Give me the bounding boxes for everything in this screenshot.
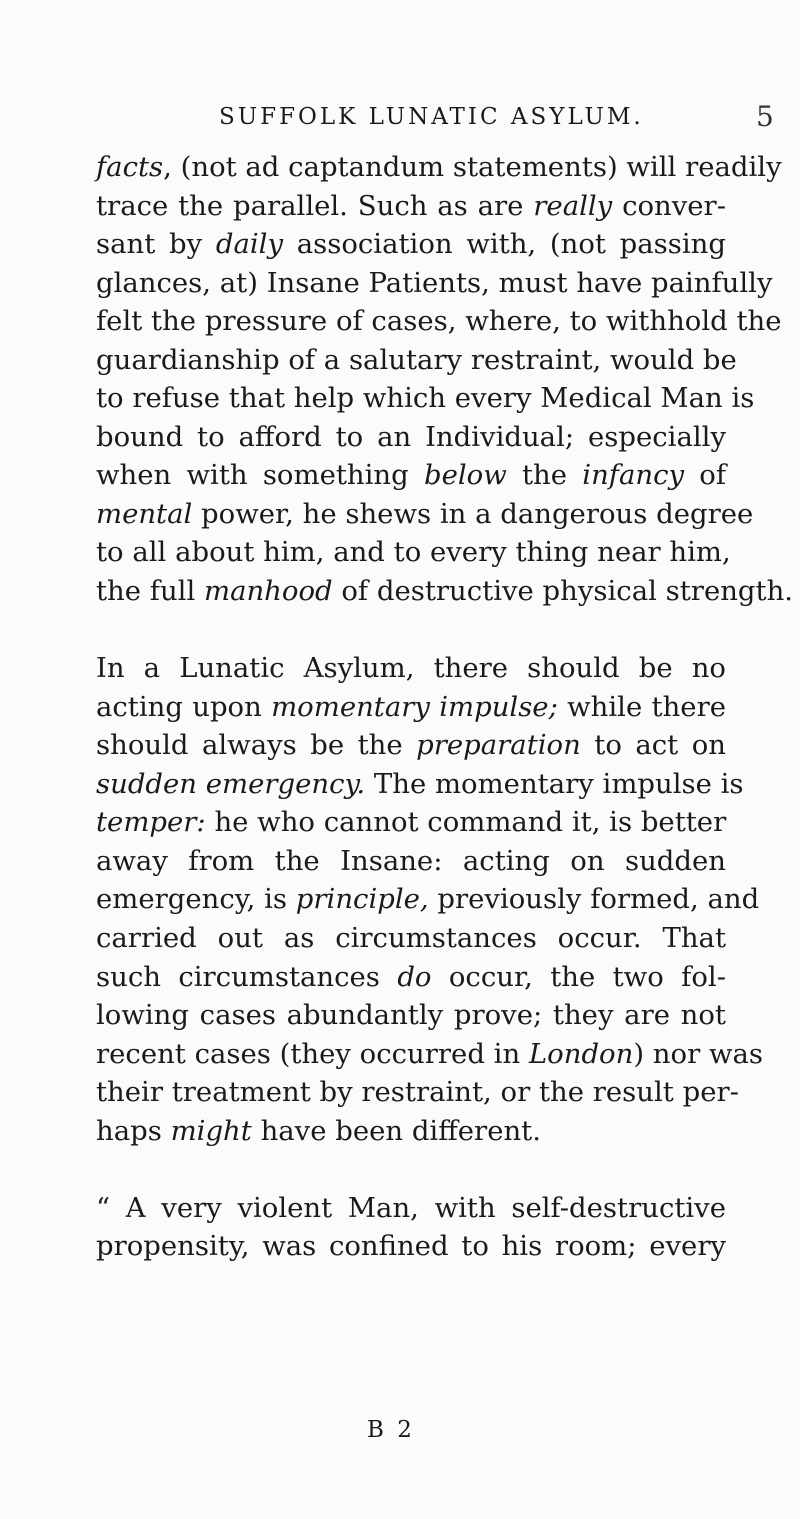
italic-run: temper: bbox=[96, 806, 206, 839]
text-line bbox=[96, 726, 726, 765]
text-run: association with, (not passing bbox=[283, 228, 726, 261]
italic-run: London bbox=[528, 1037, 634, 1070]
text-run: such circumstances bbox=[96, 960, 398, 993]
text-run: he who cannot command it, is better bbox=[205, 806, 727, 839]
text-run: to act on bbox=[580, 729, 726, 762]
text-run: ) nor was bbox=[633, 1037, 763, 1070]
text-line bbox=[96, 842, 726, 881]
text-line bbox=[96, 688, 726, 727]
italic-run: infancy bbox=[582, 459, 685, 492]
text-line bbox=[96, 148, 782, 187]
italic-run: sudden emergency. bbox=[96, 767, 366, 800]
paragraph bbox=[96, 1189, 726, 1266]
text-line bbox=[96, 533, 731, 572]
text-run: sant by bbox=[96, 228, 216, 261]
text-run: acting upon bbox=[96, 690, 272, 723]
italic-run: mental bbox=[96, 497, 193, 530]
text-run: haps bbox=[96, 1114, 171, 1147]
text-run: “ A very violent Man, with self-destructive bbox=[96, 1191, 726, 1224]
italic-run: daily bbox=[215, 228, 283, 261]
text-run: lowing cases abundantly prove; they are not bbox=[96, 999, 726, 1032]
text-line bbox=[96, 649, 726, 688]
italic-run: momentary impulse; bbox=[271, 690, 558, 723]
text-line bbox=[96, 1073, 739, 1112]
text-line bbox=[96, 225, 726, 264]
text-run: to refuse that help which every Medical Man is bbox=[96, 382, 755, 415]
paragraph-gap bbox=[96, 611, 726, 650]
text-run: should always be the bbox=[96, 729, 417, 762]
italic-run: principle, bbox=[295, 883, 429, 916]
text-run: trace the parallel. Such as are bbox=[96, 189, 534, 222]
text-run: carried out as circumstances occur. That bbox=[96, 921, 726, 954]
text-run: the bbox=[506, 459, 583, 492]
text-run: The momentary impulse is bbox=[365, 767, 744, 800]
text-line bbox=[96, 958, 726, 997]
text-line bbox=[96, 765, 744, 804]
text-line bbox=[96, 919, 726, 958]
running-head bbox=[0, 100, 800, 144]
text-run: bound to afford to an Individual; especially bbox=[96, 420, 726, 453]
text-line bbox=[96, 495, 754, 534]
text-run: emergency, is bbox=[96, 883, 296, 916]
text-run: the full bbox=[96, 575, 204, 608]
text-line bbox=[96, 572, 794, 611]
text-run: conver- bbox=[612, 189, 726, 222]
text-line bbox=[96, 341, 737, 380]
text-line bbox=[96, 1227, 726, 1266]
text-run: previously formed, and bbox=[428, 883, 760, 916]
text-run: away from the Insane: acting on sudden bbox=[96, 844, 726, 877]
text-line bbox=[96, 187, 726, 226]
text-line bbox=[96, 379, 755, 418]
italic-run: manhood bbox=[204, 575, 333, 608]
text-line bbox=[96, 1035, 763, 1074]
text-run: propensity, was confined to his room; every bbox=[96, 1230, 726, 1263]
text-line bbox=[96, 803, 726, 842]
text-run: glances, at) Insane Patients, must have painfully bbox=[96, 266, 773, 299]
paragraph bbox=[96, 148, 794, 611]
text-run: felt the pressure of cases, where, to withhold the bbox=[96, 305, 782, 338]
italic-run: do bbox=[397, 960, 432, 993]
text-line bbox=[96, 418, 726, 457]
text-line bbox=[96, 996, 726, 1035]
text-run: of bbox=[684, 459, 726, 492]
text-line bbox=[96, 456, 726, 495]
text-run: have been different. bbox=[251, 1114, 541, 1147]
text-line bbox=[96, 264, 773, 303]
italic-run: really bbox=[533, 189, 613, 222]
text-run: In a Lunatic Asylum, there should be no bbox=[96, 652, 726, 685]
text-line bbox=[96, 302, 782, 341]
signature-mark: B 2 bbox=[367, 1417, 415, 1443]
italic-run: might bbox=[170, 1114, 252, 1147]
text-run: while there bbox=[557, 690, 726, 723]
text-line bbox=[96, 880, 760, 919]
paragraph bbox=[96, 649, 763, 1150]
text-run: when with something bbox=[96, 459, 424, 492]
text-run: occur, the two fol- bbox=[431, 960, 726, 993]
body-text bbox=[96, 148, 794, 1266]
page-number: 5 bbox=[756, 100, 774, 133]
text-run: recent cases (they occurred in bbox=[96, 1037, 529, 1070]
italic-run: facts bbox=[96, 151, 164, 183]
text-run: their treatment by restraint, or the result per- bbox=[96, 1076, 739, 1109]
text-run: , (not ad captandum statements) will readily bbox=[163, 151, 782, 183]
text-line bbox=[96, 1189, 726, 1228]
text-run: guardianship of a salutary restraint, would be bbox=[96, 343, 737, 376]
text-run: of destructive physical strength. bbox=[332, 575, 794, 608]
text-line bbox=[96, 1112, 726, 1151]
running-title: SUFFOLK LUNATIC ASYLUM. bbox=[219, 104, 644, 130]
italic-run: below bbox=[423, 459, 507, 492]
text-run: to all about him, and to every thing near him, bbox=[96, 536, 731, 569]
text-run: power, he shews in a dangerous degree bbox=[192, 497, 754, 530]
italic-run: preparation bbox=[416, 729, 581, 762]
paragraph-gap bbox=[96, 1150, 726, 1189]
